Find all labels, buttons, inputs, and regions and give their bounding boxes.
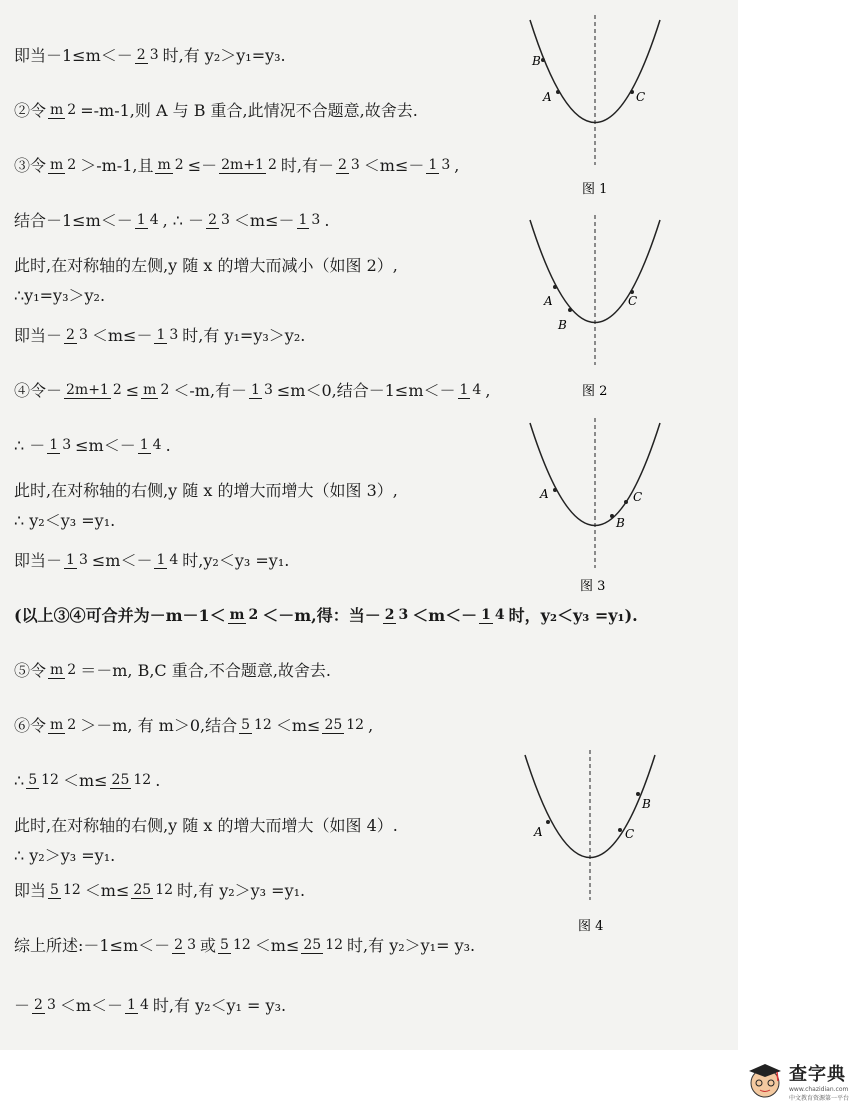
solution-line — [14, 435, 171, 457]
point-label: C — [636, 90, 646, 104]
fraction-denominator: 12 — [41, 772, 59, 788]
line-text: . — [165, 436, 171, 455]
chazidian-logo[interactable] — [745, 1058, 855, 1104]
fraction-numerator: 2m+1 — [66, 382, 109, 398]
line-text: . — [155, 771, 161, 790]
fraction-numerator: 2m+1 — [221, 157, 264, 173]
line-text: ⑥令 — [14, 716, 47, 735]
solution-line — [14, 510, 115, 532]
line-text: 时,有 y₂＞y₁= y₃. — [347, 936, 476, 955]
solution-line — [14, 155, 459, 177]
fraction — [26, 773, 61, 789]
fraction-numerator: 5 — [50, 882, 59, 898]
line-text: ≤ — [125, 381, 140, 400]
line-text: 此时,在对称轴的左侧,y 随 x 的增大而减小（如图 2）, — [14, 256, 398, 275]
line-text: ⑤令 — [14, 661, 47, 680]
fraction — [228, 608, 261, 624]
line-text: , — [368, 716, 374, 735]
fraction-denominator: 12 — [62, 882, 81, 898]
fraction-numerator: 25 — [111, 772, 130, 788]
fraction — [297, 213, 323, 229]
line-text: ≤m＜0,结合－1≤m＜－ — [276, 381, 456, 400]
line-text: , — [485, 381, 491, 400]
fraction — [48, 883, 83, 899]
line-text: 时,有 y₂＞y₁=y₃. — [162, 46, 286, 65]
line-text: ＜m≤ — [254, 936, 300, 955]
line-text: 即当 — [14, 881, 47, 900]
fraction-numerator: 25 — [324, 717, 343, 733]
fraction-numerator: 1 — [481, 607, 491, 623]
fraction-numerator: 1 — [298, 212, 308, 228]
point-label: C — [633, 490, 643, 504]
figure-caption: 图 3 — [580, 579, 606, 594]
solution-line — [14, 715, 373, 737]
fraction-numerator: 25 — [303, 937, 322, 953]
point-label: A — [543, 90, 552, 104]
fraction-denominator: 2 — [267, 157, 277, 173]
fraction — [154, 553, 180, 569]
fraction-denominator: 2 — [67, 102, 77, 118]
fraction — [239, 718, 274, 734]
line-text: 结合－1≤m＜－ — [14, 211, 133, 230]
fraction — [219, 158, 279, 174]
figure-caption: 图 4 — [578, 919, 604, 934]
line-text: ＜-m,有－ — [173, 381, 248, 400]
fraction-denominator: 3 — [311, 212, 321, 228]
fraction-numerator: m — [50, 717, 64, 733]
fraction-numerator: 1 — [66, 552, 75, 568]
fraction — [458, 383, 484, 399]
fraction-denominator: 3 — [78, 552, 88, 568]
solution-line — [14, 605, 638, 627]
fraction-denominator: 12 — [232, 937, 251, 953]
line-text: , ∴ － — [162, 211, 205, 230]
fraction-numerator: 1 — [136, 212, 146, 228]
solution-line — [14, 100, 418, 122]
line-text: 此时,在对称轴的右侧,y 随 x 的增大而增大（如图 3）, — [14, 481, 398, 500]
line-text: ≤m＜－ — [91, 551, 153, 570]
line-text: 即当－ — [14, 326, 63, 345]
fraction-numerator: 1 — [251, 382, 260, 398]
brand-url: www.chazidian.com — [789, 1086, 849, 1093]
point-label: B — [616, 516, 625, 530]
line-text: 时,有 y₂＜y₁ = y₃. — [152, 996, 287, 1015]
fraction — [64, 383, 124, 399]
fraction — [218, 938, 253, 954]
fraction-denominator: 4 — [472, 382, 482, 398]
fraction — [141, 383, 171, 399]
fraction-denominator: 3 — [263, 382, 273, 398]
line-text: =-m-1,则 A 与 B 重合,此情况不合题意,故舍去. — [80, 101, 418, 120]
fraction-denominator: 3 — [441, 157, 451, 173]
fraction-denominator: 2 — [112, 382, 122, 398]
fraction — [125, 998, 151, 1014]
fraction-denominator: 4 — [169, 552, 179, 568]
fraction-numerator: 5 — [241, 717, 251, 733]
figure-3 — [520, 418, 670, 598]
fraction-numerator: 2 — [337, 157, 347, 173]
fraction-numerator: m — [229, 607, 245, 623]
line-text: ＜m≤－ — [233, 211, 295, 230]
line-text: , — [454, 156, 460, 175]
fraction-numerator: m — [143, 382, 157, 398]
fraction-denominator: 3 — [149, 47, 159, 63]
line-text: ＝－m, B,C 重合,不合题意,故舍去. — [80, 661, 331, 680]
fraction-denominator: 3 — [398, 607, 409, 623]
brand-title: 查字典 — [789, 1064, 846, 1085]
point-label: A — [540, 487, 549, 501]
line-text: ＜m≤ — [62, 771, 108, 790]
fraction-denominator: 2 — [67, 717, 77, 733]
solution-line — [14, 45, 286, 67]
fraction-denominator: 2 — [248, 607, 259, 623]
line-text: ＜m＜－ — [59, 996, 124, 1015]
solution-line — [14, 880, 305, 902]
fraction-numerator: 2 — [208, 212, 217, 228]
line-text: － — [14, 996, 31, 1015]
fraction-denominator: 2 — [67, 157, 77, 173]
fraction-denominator: 2 — [160, 382, 170, 398]
fraction-numerator: 2 — [174, 937, 184, 953]
fraction — [301, 938, 345, 954]
fraction-numerator: m — [50, 157, 64, 173]
fraction-numerator: m — [157, 157, 171, 173]
fraction-denominator: 2 — [67, 662, 77, 678]
solution-line — [14, 255, 398, 277]
fraction — [383, 608, 411, 624]
line-text: 即当－1≤m＜－ — [14, 46, 133, 65]
fraction — [155, 158, 185, 174]
line-text: ∴ — [14, 771, 25, 790]
figure-2 — [520, 215, 670, 400]
fraction-denominator: 2 — [174, 157, 184, 173]
fraction — [64, 328, 90, 344]
line-text: ＜m＜－ — [412, 606, 478, 625]
line-text: ＜m≤－ — [91, 326, 153, 345]
fraction — [48, 158, 78, 174]
line-text: ≤－ — [187, 156, 218, 175]
fraction — [131, 883, 175, 899]
fraction — [48, 103, 78, 119]
line-text: ∴y₁=y₃＞y₂. — [14, 286, 106, 305]
line-text: 或 — [200, 936, 217, 955]
fraction-denominator: 12 — [346, 717, 365, 733]
point-label: B — [532, 54, 541, 68]
fraction-denominator: 4 — [139, 997, 149, 1013]
solution-line — [14, 480, 398, 502]
fraction — [322, 718, 366, 734]
fraction-numerator: 1 — [127, 997, 136, 1013]
fraction-numerator: 2 — [66, 327, 75, 343]
solution-line — [14, 325, 305, 347]
solution-line — [14, 660, 331, 682]
point-label: C — [628, 294, 638, 308]
brand-tagline: 中文教育资源第一平台 — [789, 1095, 850, 1102]
fraction — [479, 608, 507, 624]
fraction-denominator: 3 — [187, 937, 196, 953]
fraction-denominator: 3 — [62, 437, 72, 453]
fraction — [135, 48, 161, 64]
line-text: 即当－ — [14, 551, 63, 570]
solution-line — [14, 770, 160, 792]
fraction-numerator: 1 — [428, 157, 438, 173]
fraction — [48, 663, 78, 679]
fraction — [172, 938, 198, 954]
line-text: ≤m＜－ — [75, 436, 136, 455]
fraction — [154, 328, 180, 344]
graduate-avatar-icon — [745, 1061, 785, 1101]
fraction — [426, 158, 452, 174]
fraction-numerator: 1 — [139, 437, 149, 453]
solution-line — [14, 380, 490, 402]
point-label: B — [558, 318, 567, 332]
fraction-denominator: 12 — [133, 772, 152, 788]
line-text: ＜m≤ — [275, 716, 321, 735]
fraction-denominator: 12 — [325, 937, 344, 953]
line-text: 时,有－ — [280, 156, 334, 175]
fraction — [206, 213, 232, 229]
fraction-denominator: 3 — [220, 212, 230, 228]
fraction-numerator: 25 — [133, 882, 152, 898]
solution-line — [14, 550, 289, 572]
fraction-numerator: 2 — [136, 47, 146, 63]
point-label: A — [534, 825, 543, 839]
solution-line — [14, 210, 329, 232]
fraction — [48, 718, 78, 734]
fraction-numerator: 1 — [156, 327, 166, 343]
solution-line — [14, 845, 115, 867]
line-text: ④令－ — [14, 381, 63, 400]
figure-caption: 图 1 — [582, 182, 608, 197]
line-text: ③令 — [14, 156, 47, 175]
fraction-numerator: 1 — [156, 552, 166, 568]
fraction — [47, 438, 73, 454]
line-text: ＜m≤ — [84, 881, 130, 900]
line-text: (以上③④可合并为－m－1＜ — [14, 606, 226, 625]
line-text: 综上所述:－1≤m＜－ — [14, 936, 171, 955]
fraction — [249, 383, 275, 399]
line-text: ∴ － — [14, 436, 46, 455]
fraction-numerator: m — [50, 102, 64, 118]
fraction-denominator: 3 — [46, 997, 56, 1013]
fraction — [32, 998, 58, 1014]
solution-line — [14, 815, 398, 837]
solution-line — [14, 995, 286, 1017]
fraction-numerator: m — [50, 662, 64, 678]
line-text: 时，y₂＜y₃ =y₁). — [508, 606, 638, 625]
line-text: 时,有 y₁=y₃＞y₂. — [182, 326, 306, 345]
line-text: ＜－m,得：当－ — [262, 606, 381, 625]
line-text: ＞－m, 有 m＞0,结合 — [80, 716, 238, 735]
fraction-denominator: 12 — [155, 882, 174, 898]
fraction-denominator: 4 — [494, 607, 505, 623]
point-label: C — [625, 827, 635, 841]
point-label: B — [642, 797, 651, 811]
fraction-numerator: 2 — [384, 607, 395, 623]
fraction — [110, 773, 154, 789]
point-label: A — [544, 294, 553, 308]
line-text: 此时,在对称轴的右侧,y 随 x 的增大而增大（如图 4）. — [14, 816, 398, 835]
line-text: ②令 — [14, 101, 47, 120]
line-text: ＞-m-1,且 — [80, 156, 154, 175]
fraction — [138, 438, 164, 454]
fraction-numerator: 1 — [49, 437, 59, 453]
line-text: ＜m≤－ — [363, 156, 425, 175]
fraction-denominator: 3 — [169, 327, 179, 343]
fraction — [336, 158, 362, 174]
fraction-denominator: 4 — [149, 212, 159, 228]
fraction-numerator: 2 — [34, 997, 43, 1013]
line-text: ∴ y₂＜y₃ =y₁. — [14, 511, 116, 530]
fraction-numerator: 5 — [220, 937, 229, 953]
fraction — [135, 213, 161, 229]
figure-1 — [520, 15, 670, 200]
fraction-denominator: 3 — [350, 157, 360, 173]
fraction-numerator: 5 — [28, 772, 38, 788]
figure-caption: 图 2 — [582, 384, 608, 399]
fraction-denominator: 3 — [78, 327, 88, 343]
solution-line — [14, 935, 475, 957]
fraction — [64, 553, 90, 569]
line-text: ∴ y₂＞y₃ =y₁. — [14, 846, 116, 865]
fraction-denominator: 12 — [254, 717, 272, 733]
line-text: 时,y₂＜y₃ =y₁. — [182, 551, 290, 570]
solution-line — [14, 285, 105, 307]
line-text: . — [324, 211, 330, 230]
figure-4 — [510, 750, 670, 940]
fraction-numerator: 1 — [459, 382, 469, 398]
fraction-denominator: 4 — [152, 437, 162, 453]
line-text: 时,有 y₂＞y₃ =y₁. — [177, 881, 306, 900]
